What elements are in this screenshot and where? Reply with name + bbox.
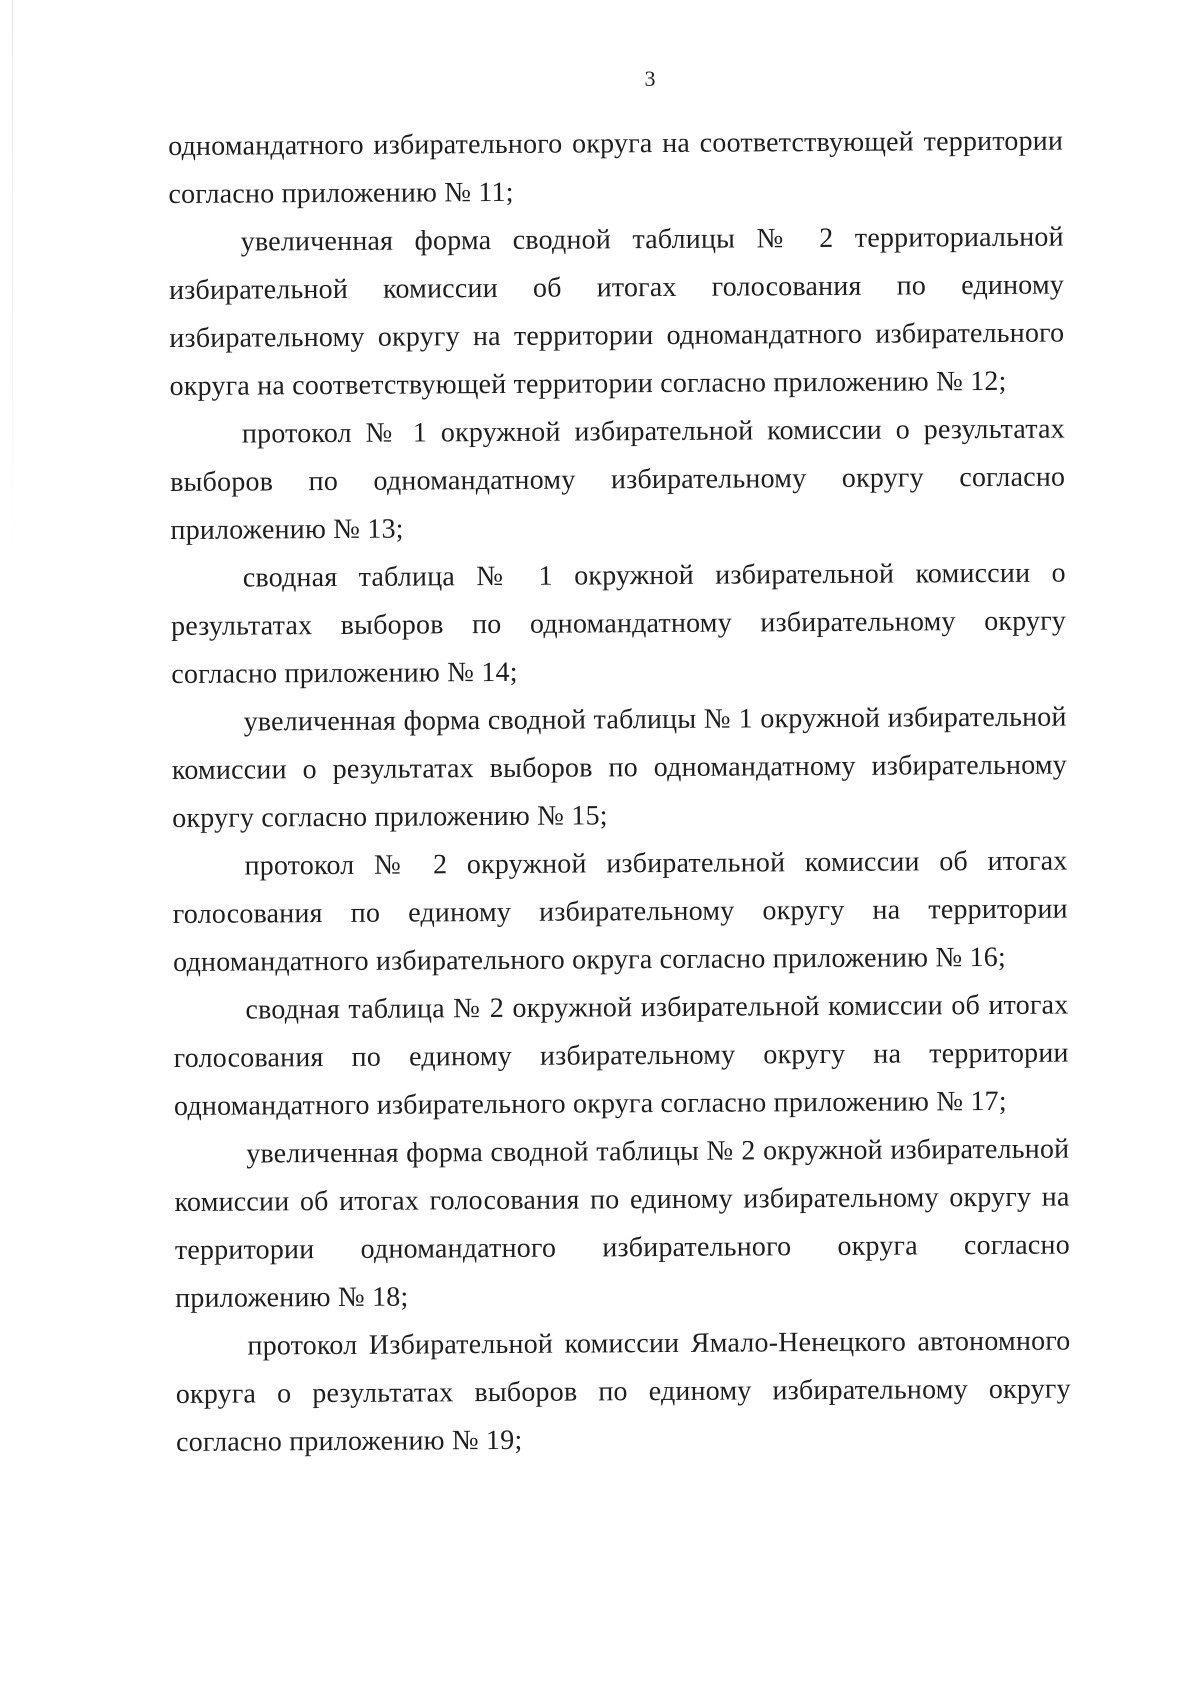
paragraph-list-item: увеличенная форма сводной таблицы № 2 окружной избирательной комиссии об итогах голосования по единому избирательному округу на территории одномандатного избирательного округа согласно приложению № 18; (174, 1133, 1070, 1314)
paragraph-continuation: одномандатного избирательного округа на соответствующей территории согласно приложению № 11; (168, 125, 1064, 210)
paragraph-list-item: сводная таблица № 1 окружной избирательной комиссии о результатах выборов по одномандатному избирательному округу согласно приложению № 14; (170, 557, 1067, 690)
page-number: 3 (644, 66, 656, 91)
paragraph-list-item: протокол № 2 окружной избирательной комиссии об итогах голосования по единому избирательному округу на территории одномандатного избирательного округа согласно приложению № 16; (172, 845, 1068, 978)
paragraph-list-item: протокол Избирательной комиссии Ямало-Ненецкого автономного округа о результатах выборов по единому избирательному округу согласно приложению № 19; (175, 1325, 1071, 1458)
paragraph-list-item: увеличенная форма сводной таблицы № 2 территориальной избирательной комиссии об итогах голосования по единому избирательному округу на территории одномандатного избирательного округа на соответствующей территории согласно приложению № 12; (168, 221, 1065, 402)
paragraph-list-item: протокол № 1 окружной избирательной комиссии о результатах выборов по одномандатному избирательному округу согласно приложению № 13; (170, 413, 1066, 546)
document-body (168, 118, 1071, 1467)
paragraph-list-item: увеличенная форма сводной таблицы № 1 окружной избирательной комиссии о результатах выборов по одномандатному избирательному округу согласно приложению № 15; (171, 701, 1068, 834)
paragraph-list-item: сводная таблица № 2 окружной избирательной комиссии об итогах голосования по единому избирательному округу на территории одномандатного избирательного округа согласно приложению № 17; (173, 989, 1069, 1122)
